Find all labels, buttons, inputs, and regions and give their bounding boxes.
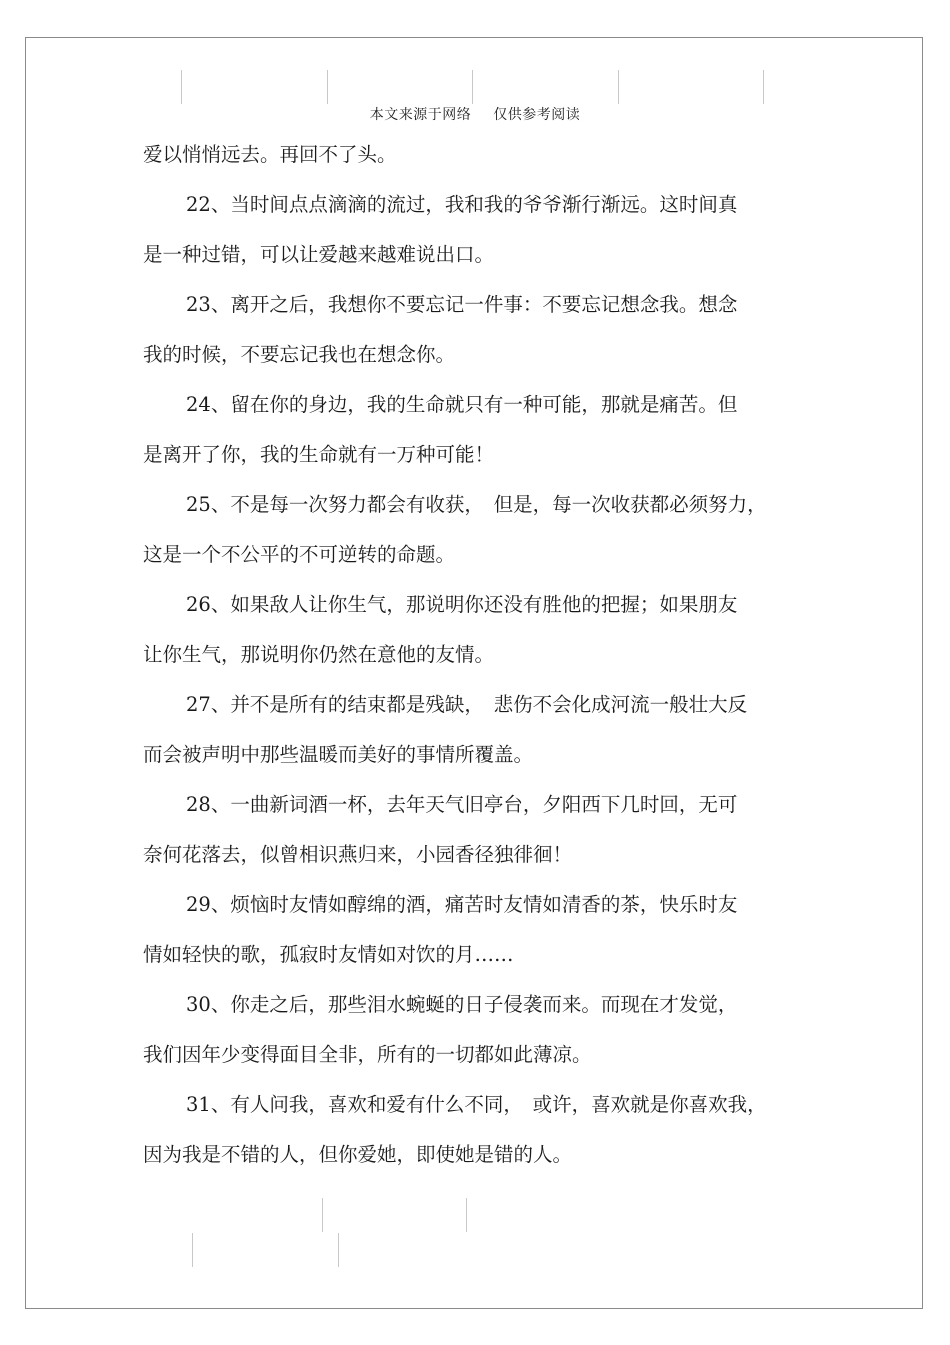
top-rule-1 <box>181 70 182 104</box>
text-line: 29、烦恼时友情如醇绵的酒，痛苦时友情如清香的茶，快乐时友 <box>186 893 738 916</box>
text-line: 是离开了你，我的生命就有一万种可能！ <box>143 443 495 466</box>
text-line: 我的时候，不要忘记我也在想念你。 <box>143 343 456 366</box>
text-line: 26、如果敌人让你生气，那说明你还没有胜他的把握；如果朋友 <box>186 593 738 616</box>
top-rule-2 <box>327 70 328 104</box>
text-line: 25、不是每一次努力都会有收获， 但是，每一次收获都必须努力， <box>186 493 767 516</box>
text-line: 奈何花落去，似曾相识燕归来，小园香径独徘徊！ <box>143 843 573 866</box>
bottom-rule-1 <box>322 1198 323 1232</box>
text-line: 而会被声明中那些温暖而美好的事情所覆盖。 <box>143 743 534 766</box>
text-line: 这是一个不公平的不可逆转的命题。 <box>143 543 456 566</box>
text-line: 28、一曲新词酒一杯，去年天气旧亭台，夕阳西下几时回，无可 <box>186 793 738 816</box>
text-line: 22、当时间点点滴滴的流过，我和我的爷爷渐行渐远。这时间真 <box>186 193 738 216</box>
bottom-rule-2 <box>466 1198 467 1232</box>
page-header <box>0 104 950 124</box>
text-line: 30、你走之后，那些泪水蜿蜒的日子侵袭而来。而现在才发觉， <box>186 993 738 1016</box>
text-line: 因为我是不错的人，但你爱她，即使她是错的人。 <box>143 1143 573 1166</box>
text-line: 让你生气，那说明你仍然在意他的友情。 <box>143 643 495 666</box>
top-rule-3 <box>472 70 473 104</box>
top-rule-5 <box>763 70 764 104</box>
text-line: 是一种过错，可以让爱越来越难说出口。 <box>143 243 495 266</box>
bottom-rule-3 <box>192 1233 193 1267</box>
text-line: 我们因年少变得面目全非，所有的一切都如此薄凉。 <box>143 1043 592 1066</box>
text-line: 23、离开之后，我想你不要忘记一件事：不要忘记想念我。想念 <box>186 293 738 316</box>
text-line: 爱以悄悄远去。再回不了头。 <box>143 143 397 166</box>
header-reference-text: 仅供参考阅读 <box>493 107 581 123</box>
text-line: 情如轻快的歌，孤寂时友情如对饮的月…… <box>143 943 514 966</box>
document-body <box>143 130 803 1180</box>
text-line: 31、有人问我，喜欢和爱有什么不同， 或许，喜欢就是你喜欢我， <box>186 1093 767 1116</box>
header-source-text: 本文来源于网络 <box>369 107 472 123</box>
bottom-rule-4 <box>338 1233 339 1267</box>
text-line: 27、并不是所有的结束都是残缺， 悲伤不会化成河流一般壮大反 <box>186 693 748 716</box>
top-rule-4 <box>618 70 619 104</box>
text-line: 24、留在你的身边，我的生命就只有一种可能，那就是痛苦。但 <box>186 393 738 416</box>
